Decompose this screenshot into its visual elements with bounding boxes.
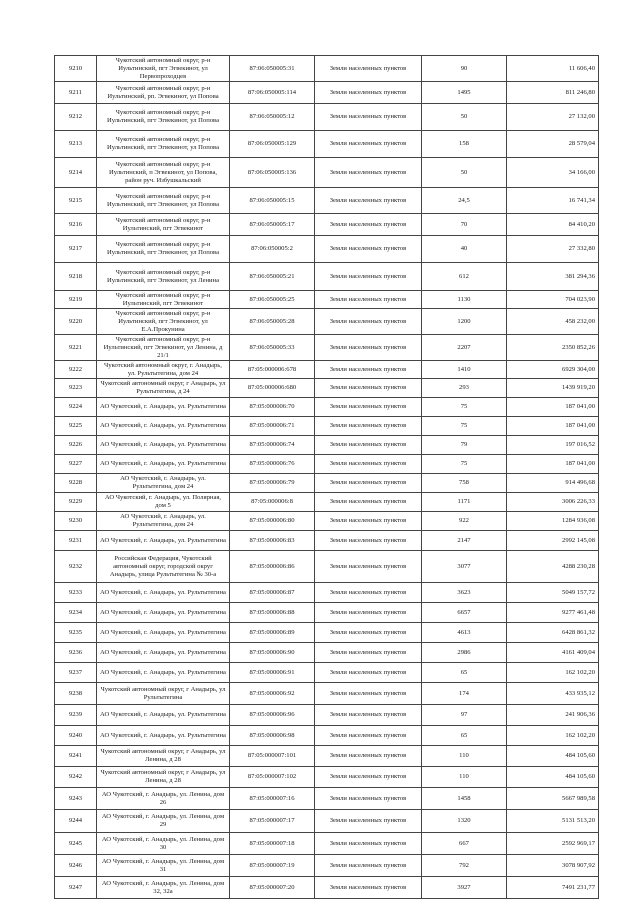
land-category-cell: Земли населенных пунктов (315, 623, 422, 643)
cadastral-number-cell: 87:06:050005:33 (230, 335, 315, 361)
area-cell: 110 (422, 767, 507, 788)
address-cell: Чукотский автономный округ, р-н Иультинский, п Эгвекинот, ул Попова, район руч. Избушкальский (97, 158, 230, 188)
cadastral-number-cell: 87:05:000006:87 (230, 583, 315, 603)
row-number-cell: 9210 (55, 56, 97, 82)
land-category-cell: Земли населенных пунктов (315, 309, 422, 335)
address-cell: Чукотский автономный округ, р-н Иультинский, пгт Эгвекинот, ул Ленина (97, 263, 230, 291)
area-cell: 75 (422, 455, 507, 474)
table-row (55, 158, 599, 188)
area-cell: 2147 (422, 531, 507, 551)
land-category-cell: Земли населенных пунктов (315, 583, 422, 603)
address-cell: АО Чукотский, г. Анадырь, ул. Рультытегина (97, 603, 230, 623)
cadastral-number-cell: 87:05:000006:96 (230, 705, 315, 726)
land-category-cell: Земли населенных пунктов (315, 263, 422, 291)
area-cell: 612 (422, 263, 507, 291)
area-cell: 65 (422, 663, 507, 683)
table-row (55, 309, 599, 335)
address-cell: АО Чукотский, г. Анадырь, ул. Ленина, дом 30 (97, 833, 230, 855)
cadastral-value-cell: 5667 989,58 (507, 788, 599, 810)
address-cell: АО Чукотский, г. Анадырь, ул. Рультытегина (97, 531, 230, 551)
cadastral-value-cell: 4161 409,04 (507, 643, 599, 663)
area-cell: 40 (422, 236, 507, 263)
land-category-cell: Земли населенных пунктов (315, 788, 422, 810)
land-category-cell: Земли населенных пунктов (315, 56, 422, 82)
cadastral-value-cell: 3078 907,92 (507, 855, 599, 877)
cadastral-value-cell: 1439 919,20 (507, 379, 599, 398)
cadastral-value-cell: 162 102,20 (507, 726, 599, 746)
row-number-cell: 9214 (55, 158, 97, 188)
land-category-cell: Земли населенных пунктов (315, 474, 422, 493)
area-cell: 1410 (422, 361, 507, 379)
address-cell: АО Чукотский, г. Анадырь, ул. Рультытегина (97, 455, 230, 474)
address-cell: АО Чукотский, г. Анадырь, ул. Ленина, дом 29 (97, 810, 230, 833)
address-cell: АО Чукотский, г. Анадырь, ул. Рультытегина (97, 663, 230, 683)
land-category-cell: Земли населенных пунктов (315, 417, 422, 436)
area-cell: 922 (422, 512, 507, 531)
table-row (55, 263, 599, 291)
table-row (55, 663, 599, 683)
land-category-cell: Земли населенных пунктов (315, 291, 422, 309)
table-body (55, 56, 599, 899)
cadastral-value-cell: 433 935,12 (507, 683, 599, 705)
table-row (55, 726, 599, 746)
row-number-cell: 9238 (55, 683, 97, 705)
land-category-cell: Земли населенных пунктов (315, 683, 422, 705)
area-cell: 3077 (422, 551, 507, 583)
row-number-cell: 9215 (55, 188, 97, 214)
row-number-cell: 9239 (55, 705, 97, 726)
row-number-cell: 9233 (55, 583, 97, 603)
cadastral-value-cell: 27 132,00 (507, 104, 599, 131)
cadastral-value-cell: 3006 226,33 (507, 493, 599, 512)
cadastral-number-cell: 87:06:050005:17 (230, 214, 315, 236)
cadastral-number-cell: 87:05:000006:678 (230, 361, 315, 379)
cadastral-value-cell: 5131 513,20 (507, 810, 599, 833)
row-number-cell: 9224 (55, 398, 97, 417)
address-cell: Чукотский автономный округ, р-н Иультинский, пгт Эгвекинот, ул Попова (97, 188, 230, 214)
land-category-cell: Земли населенных пунктов (315, 455, 422, 474)
cadastral-number-cell: 87:06:050005:25 (230, 291, 315, 309)
cadastral-value-cell: 2992 145,08 (507, 531, 599, 551)
land-category-cell: Земли населенных пунктов (315, 531, 422, 551)
address-cell: Чукотский автономный округ, г Анадырь, ул Рультытегина (97, 683, 230, 705)
table-row (55, 188, 599, 214)
land-category-cell: Земли населенных пунктов (315, 810, 422, 833)
address-cell: Чукотский автономный округ, р-н Иультинский, пгт Эгвекинот (97, 214, 230, 236)
cadastral-number-cell: 87:06:050005:28 (230, 309, 315, 335)
table-row (55, 493, 599, 512)
cadastral-number-cell: 87:05:000006:91 (230, 663, 315, 683)
cadastral-number-cell: 87:05:000007:18 (230, 833, 315, 855)
cadastral-number-cell: 87:05:000006:71 (230, 417, 315, 436)
table-row (55, 56, 599, 82)
table-row (55, 855, 599, 877)
cadastral-value-cell: 28 579,04 (507, 131, 599, 158)
cadastral-value-cell: 34 166,00 (507, 158, 599, 188)
cadastral-value-cell: 811 246,80 (507, 82, 599, 104)
land-category-cell: Земли населенных пунктов (315, 236, 422, 263)
table-row (55, 583, 599, 603)
address-cell: АО Чукотский, г. Анадырь, ул. Рультытегина (97, 583, 230, 603)
row-number-cell: 9244 (55, 810, 97, 833)
area-cell: 3927 (422, 877, 507, 899)
address-cell: АО Чукотский, г. Анадырь, ул. Ленина, дом 31 (97, 855, 230, 877)
table-row (55, 417, 599, 436)
area-cell: 4613 (422, 623, 507, 643)
area-cell: 1130 (422, 291, 507, 309)
table-row (55, 788, 599, 810)
cadastral-value-cell: 187 041,00 (507, 398, 599, 417)
land-category-cell: Земли населенных пунктов (315, 855, 422, 877)
cadastral-value-cell: 27 332,80 (507, 236, 599, 263)
table-row (55, 335, 599, 361)
cadastral-number-cell: 87:05:000007:20 (230, 877, 315, 899)
cadastral-number-cell: 87:06:050005:136 (230, 158, 315, 188)
area-cell: 6657 (422, 603, 507, 623)
land-plots-table (54, 55, 599, 899)
cadastral-number-cell: 87:06:050005:129 (230, 131, 315, 158)
table-row (55, 131, 599, 158)
row-number-cell: 9211 (55, 82, 97, 104)
land-category-cell: Земли населенных пунктов (315, 705, 422, 726)
table-row (55, 398, 599, 417)
land-category-cell: Земли населенных пунктов (315, 104, 422, 131)
address-cell: АО Чукотский, г. Анадырь, ул. Ленина, дом 32, 32а (97, 877, 230, 899)
area-cell: 90 (422, 56, 507, 82)
cadastral-number-cell: 87:05:000006:70 (230, 398, 315, 417)
row-number-cell: 9231 (55, 531, 97, 551)
cadastral-value-cell: 162 102,20 (507, 663, 599, 683)
area-cell: 158 (422, 131, 507, 158)
cadastral-number-cell: 87:05:000006:86 (230, 551, 315, 583)
address-cell: АО Чукотский, г. Анадырь, ул. Рультытегина (97, 623, 230, 643)
row-number-cell: 9246 (55, 855, 97, 877)
address-cell: Чукотский автономный округ, р-н Иультинский, рп. Эгвекинот, ул Попова (97, 82, 230, 104)
address-cell: АО Чукотский, г. Анадырь, ул. Рультытегина (97, 643, 230, 663)
row-number-cell: 9229 (55, 493, 97, 512)
address-cell: Чукотский автономный округ, р-н Иультинский, пгт Эгвекинот, ул Попова (97, 236, 230, 263)
address-cell: Чукотский автономный округ, р-н Иультинский, пгт Эгвекинот, ул Ленина, д 21/1 (97, 335, 230, 361)
cadastral-value-cell: 914 496,68 (507, 474, 599, 493)
land-category-cell: Земли населенных пунктов (315, 436, 422, 455)
land-category-cell: Земли населенных пунктов (315, 643, 422, 663)
area-cell: 50 (422, 104, 507, 131)
cadastral-value-cell: 6929 304,00 (507, 361, 599, 379)
address-cell: Чукотский автономный округ, г Анадырь, ул Рультытегина, д 24 (97, 379, 230, 398)
land-category-cell: Земли населенных пунктов (315, 746, 422, 767)
cadastral-number-cell: 87:06:050005:31 (230, 56, 315, 82)
table-row (55, 810, 599, 833)
cadastral-value-cell: 484 105,60 (507, 767, 599, 788)
table-row (55, 531, 599, 551)
cadastral-value-cell: 458 232,00 (507, 309, 599, 335)
area-cell: 70 (422, 214, 507, 236)
cadastral-value-cell: 187 041,00 (507, 455, 599, 474)
cadastral-number-cell: 87:05:000007:102 (230, 767, 315, 788)
address-cell: Чукотский автономный округ, г Анадырь, ул Ленина, д 28 (97, 746, 230, 767)
row-number-cell: 9242 (55, 767, 97, 788)
area-cell: 97 (422, 705, 507, 726)
row-number-cell: 9232 (55, 551, 97, 583)
row-number-cell: 9234 (55, 603, 97, 623)
cadastral-number-cell: 87:05:000006:74 (230, 436, 315, 455)
cadastral-value-cell: 2592 969,17 (507, 833, 599, 855)
address-cell: АО Чукотский, г. Анадырь, ул. Рультытегина (97, 417, 230, 436)
cadastral-number-cell: 87:05:000007:19 (230, 855, 315, 877)
area-cell: 75 (422, 417, 507, 436)
cadastral-number-cell: 87:05:000007:16 (230, 788, 315, 810)
row-number-cell: 9223 (55, 379, 97, 398)
area-cell: 65 (422, 726, 507, 746)
area-cell: 293 (422, 379, 507, 398)
address-cell: АО Чукотский, г. Анадырь, ул. Рультытегина (97, 398, 230, 417)
table-row (55, 833, 599, 855)
cadastral-number-cell: 87:05:000006:76 (230, 455, 315, 474)
area-cell: 174 (422, 683, 507, 705)
row-number-cell: 9230 (55, 512, 97, 531)
area-cell: 79 (422, 436, 507, 455)
cadastral-number-cell: 87:05:000006:79 (230, 474, 315, 493)
table-row (55, 623, 599, 643)
cadastral-number-cell: 87:06:050005:12 (230, 104, 315, 131)
land-category-cell: Земли населенных пунктов (315, 398, 422, 417)
cadastral-number-cell: 87:05:000006:680 (230, 379, 315, 398)
cadastral-value-cell: 6428 861,32 (507, 623, 599, 643)
land-category-cell: Земли населенных пунктов (315, 158, 422, 188)
area-cell: 2207 (422, 335, 507, 361)
address-cell: Чукотский автономный округ, р-н Иультинский, пгт Эгвекинот, ул Е.А.Прокунина (97, 309, 230, 335)
address-cell: АО Чукотский, г. Анадырь, ул. Ленина, дом 26 (97, 788, 230, 810)
cadastral-value-cell: 16 741,34 (507, 188, 599, 214)
address-cell: Чукотский автономный округ, р-н Иультинский, пгт Эгвекинот, ул Попова (97, 131, 230, 158)
address-cell: АО Чукотский, г. Анадырь, ул. Полярная, дом 5 (97, 493, 230, 512)
address-cell: АО Чукотский, г. Анадырь, ул. Рультытегина, дом 24 (97, 474, 230, 493)
row-number-cell: 9221 (55, 335, 97, 361)
land-category-cell: Земли населенных пунктов (315, 877, 422, 899)
land-category-cell: Земли населенных пунктов (315, 512, 422, 531)
table-row (55, 455, 599, 474)
area-cell: 75 (422, 398, 507, 417)
address-cell: Чукотский автономный округ, г. Анадырь, ул. Рультытегина, дом 24 (97, 361, 230, 379)
row-number-cell: 9245 (55, 833, 97, 855)
land-category-cell: Земли населенных пунктов (315, 833, 422, 855)
cadastral-number-cell: 87:05:000006:89 (230, 623, 315, 643)
row-number-cell: 9228 (55, 474, 97, 493)
land-category-cell: Земли населенных пунктов (315, 188, 422, 214)
area-cell: 1320 (422, 810, 507, 833)
area-cell: 1200 (422, 309, 507, 335)
cadastral-number-cell: 87:06:050005:114 (230, 82, 315, 104)
land-category-cell: Земли населенных пунктов (315, 551, 422, 583)
cadastral-number-cell: 87:05:000006:92 (230, 683, 315, 705)
table-row (55, 746, 599, 767)
land-category-cell: Земли населенных пунктов (315, 379, 422, 398)
area-cell: 3623 (422, 583, 507, 603)
cadastral-value-cell: 84 410,20 (507, 214, 599, 236)
cadastral-number-cell: 87:05:000007:101 (230, 746, 315, 767)
land-category-cell: Земли населенных пунктов (315, 663, 422, 683)
row-number-cell: 9247 (55, 877, 97, 899)
address-cell: АО Чукотский, г. Анадырь, ул. Рультытегина, дом 24 (97, 512, 230, 531)
cadastral-number-cell: 87:05:000007:17 (230, 810, 315, 833)
cadastral-value-cell: 4288 230,28 (507, 551, 599, 583)
address-cell: Чукотский автономный округ, р-н Иультинский, пгт Эгвекинот (97, 291, 230, 309)
table-row (55, 361, 599, 379)
land-category-cell: Земли населенных пунктов (315, 361, 422, 379)
row-number-cell: 9226 (55, 436, 97, 455)
area-cell: 1171 (422, 493, 507, 512)
cadastral-value-cell: 11 606,40 (507, 56, 599, 82)
address-cell: АО Чукотский, г. Анадырь, ул. Рультытегина (97, 436, 230, 455)
table-row (55, 512, 599, 531)
land-category-cell: Земли населенных пунктов (315, 82, 422, 104)
table-row (55, 877, 599, 899)
row-number-cell: 9225 (55, 417, 97, 436)
table-row (55, 236, 599, 263)
cadastral-value-cell: 187 041,00 (507, 417, 599, 436)
cadastral-value-cell: 484 105,60 (507, 746, 599, 767)
table-row (55, 705, 599, 726)
address-cell: Чукотский автономный округ, р-н Иультинский, пгт Эгвекинот, ул Попова (97, 104, 230, 131)
table-row (55, 291, 599, 309)
row-number-cell: 9212 (55, 104, 97, 131)
cadastral-value-cell: 241 906,36 (507, 705, 599, 726)
table-row (55, 474, 599, 493)
cadastral-number-cell: 87:05:000006:80 (230, 512, 315, 531)
row-number-cell: 9217 (55, 236, 97, 263)
land-category-cell: Земли населенных пунктов (315, 767, 422, 788)
address-cell: Чукотский автономный округ, г Анадырь, ул Ленина, д 28 (97, 767, 230, 788)
area-cell: 110 (422, 746, 507, 767)
row-number-cell: 9227 (55, 455, 97, 474)
cadastral-number-cell: 87:05:000006:98 (230, 726, 315, 746)
table-row (55, 551, 599, 583)
area-cell: 2986 (422, 643, 507, 663)
row-number-cell: 9219 (55, 291, 97, 309)
cadastral-value-cell: 381 294,36 (507, 263, 599, 291)
land-category-cell: Земли населенных пунктов (315, 335, 422, 361)
table-row (55, 104, 599, 131)
area-cell: 792 (422, 855, 507, 877)
cadastral-number-cell: 87:05:000006:88 (230, 603, 315, 623)
cadastral-value-cell: 7491 231,77 (507, 877, 599, 899)
table-row (55, 82, 599, 104)
table-row (55, 643, 599, 663)
land-category-cell: Земли населенных пунктов (315, 214, 422, 236)
table-row (55, 214, 599, 236)
area-cell: 758 (422, 474, 507, 493)
cadastral-number-cell: 87:06:050005:15 (230, 188, 315, 214)
cadastral-number-cell: 87:05:000006:90 (230, 643, 315, 663)
area-cell: 1495 (422, 82, 507, 104)
row-number-cell: 9243 (55, 788, 97, 810)
table-row (55, 603, 599, 623)
row-number-cell: 9220 (55, 309, 97, 335)
area-cell: 1458 (422, 788, 507, 810)
land-category-cell: Земли населенных пунктов (315, 726, 422, 746)
table-row (55, 683, 599, 705)
address-cell: Российская Федерация, Чукотский автономный округ, городской округ Анадырь, улица Рультытегина № 30-а (97, 551, 230, 583)
table-row (55, 379, 599, 398)
cadastral-value-cell: 5049 157,72 (507, 583, 599, 603)
row-number-cell: 9213 (55, 131, 97, 158)
area-cell: 667 (422, 833, 507, 855)
table-row (55, 767, 599, 788)
row-number-cell: 9218 (55, 263, 97, 291)
cadastral-number-cell: 87:06:050005:2 (230, 236, 315, 263)
cadastral-value-cell: 197 016,52 (507, 436, 599, 455)
address-cell: Чукотский автономный округ, р-н Иультинский, пгт Эгвекинот, ул Первопроходцев (97, 56, 230, 82)
address-cell: АО Чукотский, г. Анадырь, ул. Рультытегина (97, 726, 230, 746)
cadastral-value-cell: 2350 852,26 (507, 335, 599, 361)
area-cell: 50 (422, 158, 507, 188)
row-number-cell: 9235 (55, 623, 97, 643)
land-category-cell: Земли населенных пунктов (315, 603, 422, 623)
cadastral-number-cell: 87:05:000006:83 (230, 531, 315, 551)
cadastral-number-cell: 87:05:000006:8 (230, 493, 315, 512)
row-number-cell: 9241 (55, 746, 97, 767)
row-number-cell: 9237 (55, 663, 97, 683)
cadastral-value-cell: 704 023,90 (507, 291, 599, 309)
row-number-cell: 9222 (55, 361, 97, 379)
land-category-cell: Земли населенных пунктов (315, 131, 422, 158)
land-category-cell: Земли населенных пунктов (315, 493, 422, 512)
cadastral-value-cell: 9277 461,48 (507, 603, 599, 623)
cadastral-number-cell: 87:06:050005:21 (230, 263, 315, 291)
row-number-cell: 9236 (55, 643, 97, 663)
address-cell: АО Чукотский, г. Анадырь, ул. Рультытегина (97, 705, 230, 726)
row-number-cell: 9240 (55, 726, 97, 746)
table-row (55, 436, 599, 455)
row-number-cell: 9216 (55, 214, 97, 236)
area-cell: 24,5 (422, 188, 507, 214)
cadastral-value-cell: 1284 936,08 (507, 512, 599, 531)
